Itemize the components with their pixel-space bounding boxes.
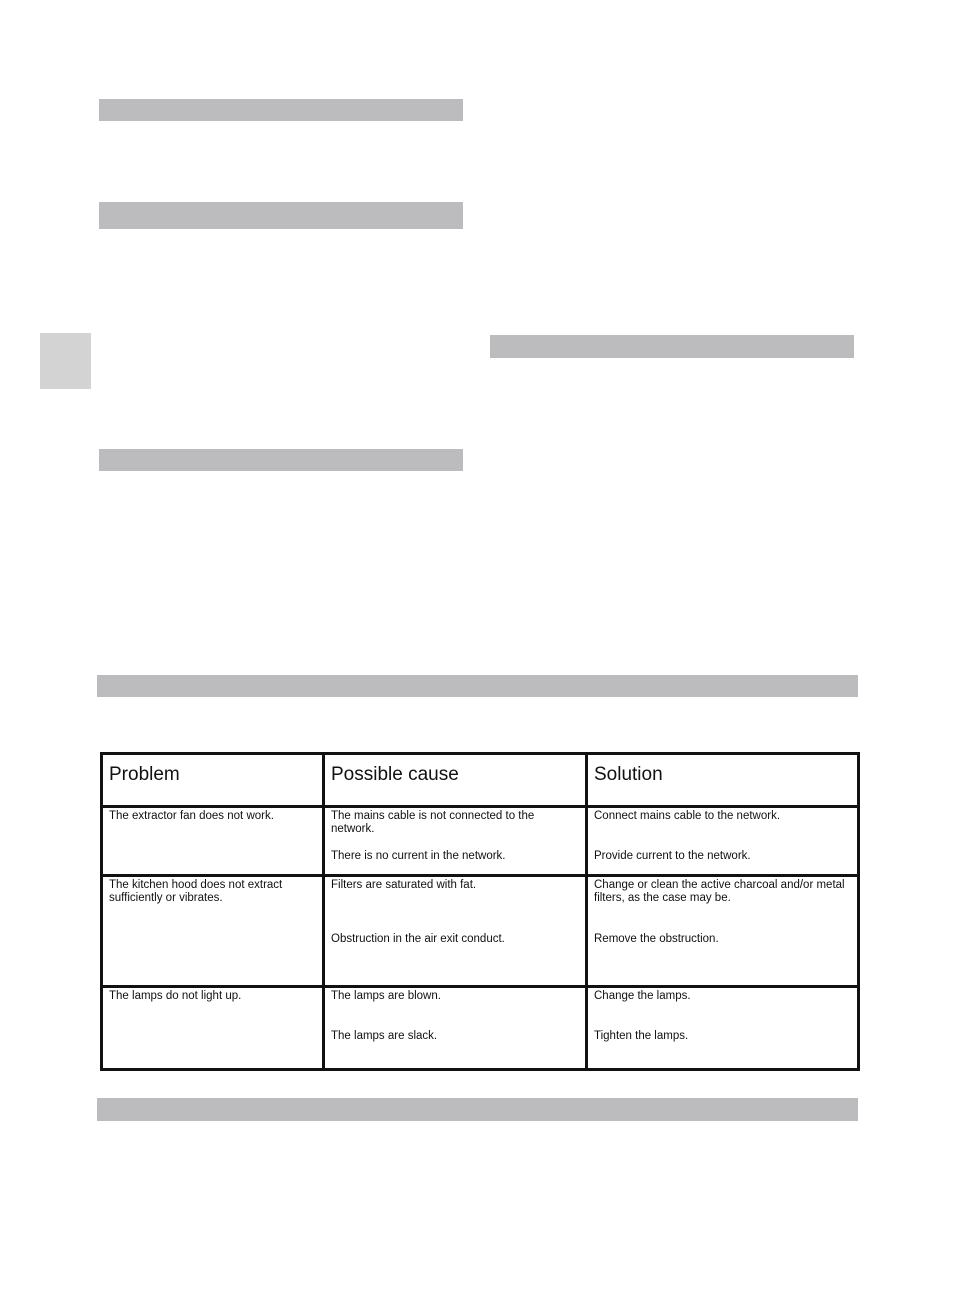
column-header-problem: Problem (102, 754, 324, 807)
cause-text: The lamps are blown. (331, 990, 441, 1002)
section-heading-bar (97, 1098, 858, 1121)
cause-cell (324, 807, 587, 876)
problem-text: The extractor fan does not work. (109, 810, 274, 822)
table-row (102, 987, 859, 1070)
column-header-solution: Solution (587, 754, 859, 807)
cause-text: Filters are saturated with fat. (331, 879, 477, 891)
cause-text: There is no current in the network. (331, 850, 506, 862)
solution-cell (587, 987, 859, 1070)
solution-text: Change the lamps. (594, 990, 691, 1002)
section-heading-bar (99, 449, 463, 471)
cause-cell (324, 987, 587, 1070)
solution-text: Provide current to the network. (594, 850, 751, 862)
solution-text: Connect mains cable to the network. (594, 810, 781, 822)
solution-text: Change or clean the active charcoal and/or metal filters, as the case may be. (594, 879, 845, 904)
page-side-tab (40, 333, 91, 389)
column-header-possible-cause: Possible cause (324, 754, 587, 807)
cause-text: The mains cable is not connected to the network. (331, 810, 535, 835)
solution-cell (587, 807, 859, 876)
table-header-row (102, 754, 859, 807)
problem-cell (102, 876, 324, 987)
cause-text: Obstruction in the air exit conduct. (331, 933, 505, 945)
solution-cell (587, 876, 859, 987)
cause-text: The lamps are slack. (331, 1030, 438, 1042)
cause-cell (324, 876, 587, 987)
troubleshooting-heading-bar (97, 675, 858, 697)
solution-text: Remove the obstruction. (594, 933, 719, 945)
problem-text: The lamps do not light up. (109, 990, 242, 1002)
section-heading-bar (99, 202, 463, 229)
solution-text: Tighten the lamps. (594, 1030, 689, 1042)
problem-cell (102, 807, 324, 876)
problem-cell (102, 987, 324, 1070)
problem-text: The kitchen hood does not extract sufficiently or vibrates. (109, 879, 283, 904)
section-heading-bar (490, 335, 854, 358)
troubleshooting-table (100, 752, 860, 1071)
table-row (102, 807, 859, 876)
table-row (102, 876, 859, 987)
section-heading-bar (99, 99, 463, 121)
